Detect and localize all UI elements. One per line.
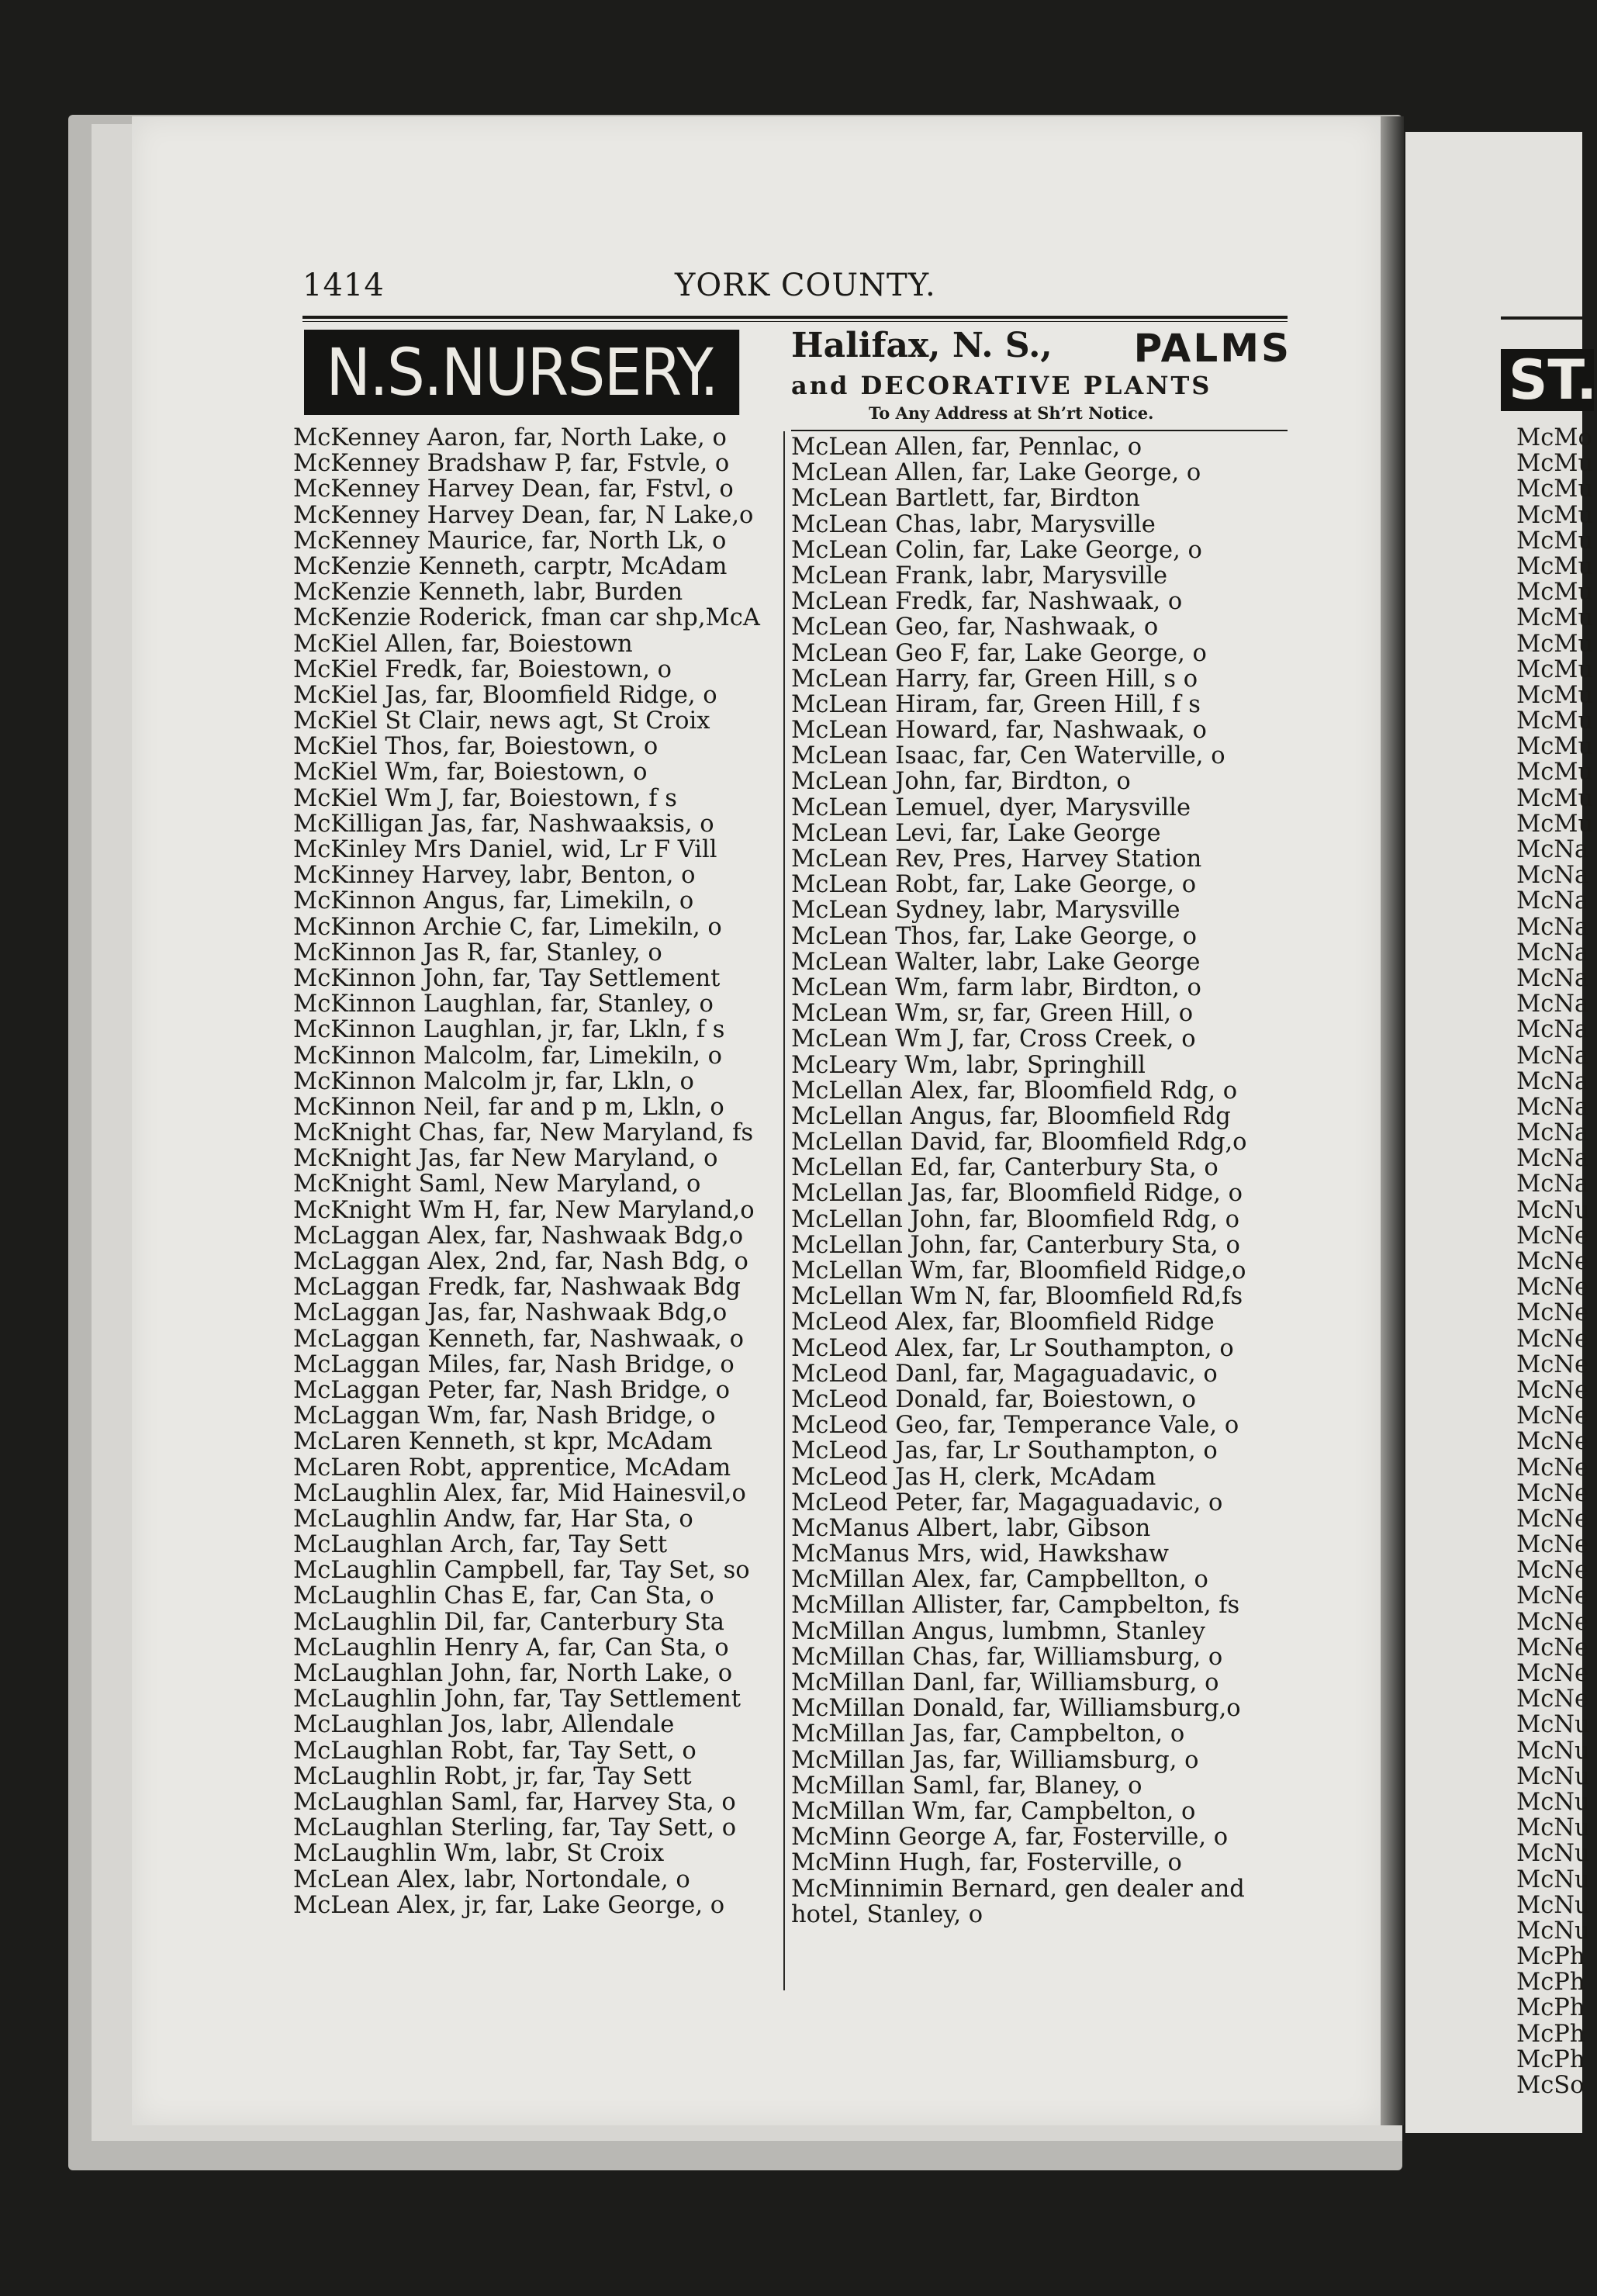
- directory-entry: McKinnon Jas R, far, Stanley, o: [293, 939, 662, 966]
- directory-entry: McNu: [1516, 1196, 1590, 1224]
- directory-entry: McLean Isaac, far, Cen Waterville, o: [791, 742, 1225, 770]
- directory-entry: McLaggan Wm, far, Nash Bridge, o: [293, 1402, 716, 1430]
- directory-entry: McLeod Jas H, clerk, McAdam: [791, 1463, 1156, 1491]
- directory-entry: McLaughlan Arch, far, Tay Sett: [293, 1531, 668, 1559]
- directory-entry: McNu: [1516, 1866, 1590, 1893]
- directory-entry: McLean Geo, far, Nashwaak, o: [791, 614, 1159, 641]
- directory-entry: McMinn Hugh, far, Fosterville, o: [791, 1849, 1182, 1877]
- directory-entry: McKenney Harvey Dean, far, N Lake,o: [293, 501, 754, 529]
- advert-location: Halifax, N. S.,: [791, 326, 1053, 365]
- directory-entry: McLeod Jas, far, Lr Southampton, o: [791, 1437, 1218, 1465]
- advert-rule: [791, 430, 1288, 431]
- directory-entry: McManus Mrs, wid, Hawkshaw: [791, 1540, 1169, 1568]
- header-rule: [302, 316, 1288, 319]
- directory-entry: McKnight Saml, New Maryland, o: [293, 1170, 701, 1198]
- directory-entry: McLaughlan Sterling, far, Tay Sett, o: [293, 1814, 737, 1842]
- header-rule-thin: [302, 321, 1288, 322]
- directory-entry: McNa: [1516, 887, 1589, 915]
- directory-entry: McKiel Wm J, far, Boiestown, f s: [293, 784, 677, 812]
- directory-entry: McNe: [1516, 1376, 1589, 1404]
- directory-entry: McNu: [1516, 1711, 1590, 1739]
- directory-entry: McNe: [1516, 1531, 1589, 1559]
- banner-text: N.S.NURSERY.: [326, 334, 717, 410]
- directory-entry: McKinley Mrs Daniel, wid, Lr F Vill: [293, 836, 717, 863]
- directory-entry: McNe: [1516, 1350, 1589, 1378]
- directory-entry: McMu: [1516, 681, 1594, 709]
- directory-entry: McKiel St Clair, news agt, St Croix: [293, 707, 710, 735]
- directory-entry: McLeod Alex, far, Bloomfield Ridge: [791, 1309, 1215, 1336]
- directory-entry: McNa: [1516, 1093, 1589, 1121]
- directory-entry: McKiel Allen, far, Boiestown: [293, 630, 633, 658]
- directory-entry: McNa: [1516, 862, 1589, 890]
- directory-entry: McLean Allen, far, Lake George, o: [791, 459, 1201, 487]
- directory-entry: McMinn George A, far, Fosterville, o: [791, 1824, 1229, 1852]
- directory-entry: McKnight Jas, far New Maryland, o: [293, 1145, 718, 1173]
- directory-entry: McLaughlan John, far, North Lake, o: [293, 1660, 733, 1687]
- directory-entry: McKenney Bradshaw P, far, Fstvle, o: [293, 450, 730, 478]
- directory-entry: McLaughlin Henry A, far, Can Sta, o: [293, 1634, 729, 1661]
- directory-entry: McLellan David, far, Bloomfield Rdg,o: [791, 1129, 1247, 1157]
- directory-entry: McLean Geo F, far, Lake George, o: [791, 639, 1207, 667]
- directory-entry: McLeary Wm, labr, Springhill: [791, 1051, 1146, 1079]
- directory-entry: McLaggan Fredk, far, Nashwaak Bdg: [293, 1274, 741, 1302]
- directory-entry: McNe: [1516, 1428, 1589, 1456]
- directory-entry: McNa: [1516, 939, 1589, 966]
- directory-entry: McLean Thos, far, Lake George, o: [791, 922, 1197, 950]
- directory-entry: McLaughlin Campbell, far, Tay Set, so: [293, 1557, 750, 1585]
- facing-page-column: [1516, 424, 1594, 2099]
- directory-entry: McKenney Maurice, far, North Lk, o: [293, 527, 727, 555]
- directory-entry: McLean Lemuel, dyer, Marysville: [791, 794, 1191, 821]
- directory-entry: McMu: [1516, 784, 1594, 812]
- directory-entry: McNe: [1516, 1402, 1589, 1430]
- directory-entry: McNe: [1516, 1557, 1589, 1585]
- directory-entry: McMillan Jas, far, Williamsburg, o: [791, 1746, 1199, 1774]
- directory-entry: McLellan Alex, far, Bloomfield Rdg, o: [791, 1077, 1238, 1105]
- advert-palms: PALMS: [1133, 326, 1291, 371]
- directory-entry: McMu: [1516, 630, 1594, 658]
- directory-entry: McMillan Allister, far, Campbelton, fs: [791, 1592, 1240, 1620]
- directory-entry: McKenzie Roderick, fman car shp,McA: [293, 604, 760, 632]
- directory-entry: McLeod Donald, far, Boiestown, o: [791, 1385, 1196, 1413]
- directory-entry: McKinnon Malcolm jr, far, Lkln, o: [293, 1067, 694, 1095]
- directory-entry: McLaggan Alex, 2nd, far, Nash Bdg, o: [293, 1248, 748, 1275]
- directory-entry: McMo: [1516, 424, 1592, 451]
- directory-entry: McLean Wm J, far, Cross Creek, o: [791, 1025, 1196, 1053]
- directory-entry: McLaggan Peter, far, Nash Bridge, o: [293, 1376, 730, 1404]
- directory-entry: McLean Alex, labr, Nortondale, o: [293, 1866, 690, 1893]
- directory-entry: McLean Colin, far, Lake George, o: [791, 536, 1202, 564]
- directory-entry: McLean Alex, jr, far, Lake George, o: [293, 1891, 725, 1919]
- directory-entry: McKinnon Laughlan, jr, far, Lkln, f s: [293, 1016, 725, 1044]
- directory-entry: McNa: [1516, 1119, 1589, 1147]
- directory-entry: McLellan Wm, far, Bloomfield Ridge,o: [791, 1257, 1246, 1285]
- directory-entry: McLellan Jas, far, Bloomfield Ridge, o: [791, 1180, 1243, 1208]
- directory-entry: McLean Howard, far, Nashwaak, o: [791, 717, 1207, 745]
- directory-entry: McNu: [1516, 1737, 1590, 1765]
- directory-entry: hotel, Stanley, o: [791, 1900, 983, 1928]
- directory-entry: McKilligan Jas, far, Nashwaaksis, o: [293, 810, 714, 838]
- directory-entry: McNa: [1516, 1042, 1589, 1070]
- directory-entry: McNu: [1516, 1840, 1590, 1868]
- facing-page-heading: ST.: [1501, 349, 1594, 411]
- directory-entry: McLellan Ed, far, Canterbury Sta, o: [791, 1154, 1218, 1182]
- directory-entry: McNa: [1516, 1170, 1589, 1198]
- directory-entry: McMu: [1516, 450, 1594, 478]
- directory-entry: McNa: [1516, 991, 1589, 1018]
- directory-entry: McLaughlin Dil, far, Canterbury Sta: [293, 1608, 724, 1636]
- column-divider: [783, 431, 785, 1990]
- directory-entry: McLaggan Jas, far, Nashwaak Bdg,o: [293, 1299, 728, 1327]
- directory-entry: McNe: [1516, 1479, 1589, 1507]
- directory-entry: McNa: [1516, 1016, 1589, 1044]
- directory-entry: McLaughlin John, far, Tay Settlement: [293, 1686, 741, 1713]
- directory-entry: McLaughlin Robt, jr, far, Tay Sett: [293, 1762, 692, 1790]
- directory-entry: McKiel Fredk, far, Boiestown, o: [293, 655, 672, 683]
- directory-entry: McLeod Geo, far, Temperance Vale, o: [791, 1412, 1239, 1440]
- facing-page-rule: [1501, 316, 1582, 320]
- directory-entry: McLaggan Alex, far, Nashwaak Bdg,o: [293, 1222, 744, 1250]
- directory-entry: McLean Fredk, far, Nashwaak, o: [791, 588, 1183, 616]
- directory-entry: McNe: [1516, 1582, 1589, 1610]
- directory-entry: McMu: [1516, 552, 1594, 580]
- directory-entry: McKiel Jas, far, Bloomfield Ridge, o: [293, 681, 717, 709]
- directory-entry: McKnight Chas, far, New Maryland, fs: [293, 1119, 754, 1147]
- directory-entry: McNe: [1516, 1248, 1589, 1275]
- advert-plants: and DECORATIVE PLANTS: [791, 371, 1212, 400]
- directory-entry: McLellan John, far, Bloomfield Rdg, o: [791, 1205, 1239, 1233]
- directory-entry: McNa: [1516, 1067, 1589, 1095]
- directory-entry: McLeod Alex, far, Lr Southampton, o: [791, 1334, 1234, 1362]
- directory-entry: McMu: [1516, 810, 1594, 838]
- directory-entry: McKenney Aaron, far, North Lake, o: [293, 424, 727, 451]
- advertisement: [791, 326, 1291, 423]
- directory-entry: McMillan Angus, lumbmn, Stanley: [791, 1617, 1206, 1645]
- directory-entry: McNe: [1516, 1505, 1589, 1533]
- directory-entry: McNa: [1516, 836, 1589, 863]
- directory-entry: McNe: [1516, 1634, 1589, 1661]
- directory-entry: McLean Harry, far, Green Hill, s o: [791, 665, 1198, 693]
- directory-entry: McLaughlan Jos, labr, Allendale: [293, 1711, 675, 1739]
- running-head: [302, 268, 1288, 306]
- directory-column-left: [293, 425, 790, 1918]
- directory-entry: McNe: [1516, 1660, 1589, 1687]
- directory-entry: McMu: [1516, 579, 1594, 607]
- directory-entry: McNa: [1516, 913, 1589, 941]
- directory-entry: McLean Wm, sr, far, Green Hill, o: [791, 1000, 1194, 1028]
- directory-entry: McNe: [1516, 1299, 1589, 1327]
- directory-entry: McKinnon Laughlan, far, Stanley, o: [293, 991, 714, 1018]
- directory-entry: McKnight Wm H, far, New Maryland,o: [293, 1196, 755, 1224]
- directory-entry: McLellan Angus, far, Bloomfield Rdg: [791, 1102, 1231, 1130]
- advert-notice: To Any Address at Sh’rt Notice.: [869, 403, 1154, 423]
- directory-entry: McNe: [1516, 1325, 1589, 1353]
- directory-column-right: [791, 434, 1288, 1928]
- directory-entry: McLaren Kenneth, st kpr, McAdam: [293, 1428, 713, 1456]
- directory-entry: McKenzie Kenneth, carptr, McAdam: [293, 552, 728, 580]
- nursery-banner: [304, 330, 739, 415]
- directory-entry: McNe: [1516, 1608, 1589, 1636]
- directory-entry: McLean Allen, far, Pennlac, o: [791, 434, 1142, 461]
- directory-entry: McPh: [1516, 2020, 1585, 2048]
- directory-entry: McNe: [1516, 1686, 1589, 1713]
- directory-entry: McKinnon John, far, Tay Settlement: [293, 964, 721, 992]
- directory-entry: McLaggan Kenneth, far, Nashwaak, o: [293, 1325, 744, 1353]
- directory-entry: McMu: [1516, 501, 1594, 529]
- directory-entry: McPh: [1516, 2045, 1585, 2073]
- directory-entry: McNu: [1516, 1891, 1590, 1919]
- directory-entry: McLaughlin Wm, labr, St Croix: [293, 1840, 665, 1868]
- directory-entry: McMu: [1516, 527, 1594, 555]
- directory-entry: McLaughlin Chas E, far, Can Sta, o: [293, 1582, 714, 1610]
- directory-entry: McKenney Harvey Dean, far, Fstvl, o: [293, 475, 734, 503]
- directory-entry: McLean Frank, labr, Marysville: [791, 562, 1168, 590]
- directory-entry: McMu: [1516, 759, 1594, 787]
- directory-entry: McManus Albert, labr, Gibson: [791, 1514, 1151, 1542]
- directory-entry: McNu: [1516, 1814, 1590, 1842]
- directory-entry: McLean Levi, far, Lake George: [791, 819, 1161, 847]
- directory-entry: McMu: [1516, 655, 1594, 683]
- directory-entry: McMu: [1516, 475, 1594, 503]
- directory-entry: McKinnon Angus, far, Limekiln, o: [293, 887, 694, 915]
- directory-entry: McNu: [1516, 1788, 1590, 1816]
- directory-entry: McKiel Wm, far, Boiestown, o: [293, 759, 648, 787]
- directory-entry: McKinney Harvey, labr, Benton, o: [293, 862, 696, 890]
- directory-entry: McKinnon Malcolm, far, Limekiln, o: [293, 1042, 722, 1070]
- directory-entry: McNu: [1516, 1917, 1590, 1945]
- directory-entry: McLaggan Miles, far, Nash Bridge, o: [293, 1350, 735, 1378]
- directory-entry: McMillan Chas, far, Williamsburg, o: [791, 1643, 1223, 1671]
- directory-entry: McNe: [1516, 1222, 1589, 1250]
- book-gutter: [1381, 116, 1404, 2125]
- directory-entry: McSo: [1516, 2072, 1585, 2099]
- directory-entry: McMu: [1516, 707, 1594, 735]
- directory-entry: McLeod Danl, far, Magaguadavic, o: [791, 1360, 1218, 1388]
- directory-entry: McLellan John, far, Canterbury Sta, o: [791, 1231, 1240, 1259]
- directory-entry: McLeod Peter, far, Magaguadavic, o: [791, 1489, 1223, 1516]
- directory-entry: McLean Walter, labr, Lake George: [791, 948, 1201, 976]
- directory-entry: McNe: [1516, 1274, 1589, 1302]
- directory-entry: McLellan Wm N, far, Bloomfield Rd,fs: [791, 1283, 1243, 1311]
- directory-entry: McMinnimin Bernard, gen dealer and: [791, 1875, 1245, 1903]
- directory-entry: McLean Bartlett, far, Birdton: [791, 485, 1140, 513]
- directory-entry: McLaughlan Saml, far, Harvey Sta, o: [293, 1788, 736, 1816]
- directory-entry: McLean Wm, farm labr, Birdton, o: [791, 973, 1201, 1001]
- directory-entry: McMillan Donald, far, Williamsburg,o: [791, 1695, 1241, 1723]
- directory-entry: McMillan Wm, far, Campbelton, o: [791, 1797, 1196, 1825]
- directory-entry: McNe: [1516, 1454, 1589, 1482]
- directory-entry: McKinnon Archie C, far, Limekiln, o: [293, 913, 722, 941]
- directory-entry: McMu: [1516, 733, 1594, 761]
- directory-entry: McNa: [1516, 964, 1589, 992]
- directory-entry: McLean Hiram, far, Green Hill, f s: [791, 690, 1201, 718]
- directory-entry: McMillan Danl, far, Williamsburg, o: [791, 1669, 1219, 1696]
- directory-entry: McKenzie Kenneth, labr, Burden: [293, 579, 683, 607]
- directory-entry: McLaughlan Robt, far, Tay Sett, o: [293, 1737, 697, 1765]
- directory-entry: McMillan Alex, far, Campbellton, o: [791, 1566, 1208, 1594]
- directory-entry: McMillan Jas, far, Campbelton, o: [791, 1720, 1185, 1748]
- directory-entry: McMu: [1516, 604, 1594, 632]
- directory-entry: McLean Sydney, labr, Marysville: [791, 897, 1180, 925]
- directory-entry: McPh: [1516, 1943, 1585, 1971]
- directory-entry: McKinnon Neil, far and p m, Lkln, o: [293, 1093, 724, 1121]
- directory-entry: McLean Rev, Pres, Harvey Station: [791, 845, 1202, 873]
- directory-entry: McMillan Saml, far, Blaney, o: [791, 1772, 1142, 1800]
- directory-entry: McKiel Thos, far, Boiestown, o: [293, 733, 659, 761]
- directory-entry: McNa: [1516, 1145, 1589, 1173]
- directory-entry: McPh: [1516, 1969, 1585, 1997]
- directory-entry: McLean John, far, Birdton, o: [791, 768, 1131, 796]
- page-number: 1414: [302, 268, 385, 303]
- directory-entry: McPh: [1516, 1994, 1585, 2022]
- directory-entry: McLaughlin Alex, far, Mid Hainesvil,o: [293, 1479, 746, 1507]
- county-title: YORK COUNTY.: [675, 268, 936, 303]
- directory-entry: McLean Chas, labr, Marysville: [791, 510, 1156, 538]
- directory-entry: McLean Robt, far, Lake George, o: [791, 871, 1197, 899]
- directory-entry: McNu: [1516, 1762, 1590, 1790]
- directory-entry: McLaren Robt, apprentice, McAdam: [293, 1454, 731, 1482]
- directory-entry: McLaughlin Andw, far, Har Sta, o: [293, 1505, 693, 1533]
